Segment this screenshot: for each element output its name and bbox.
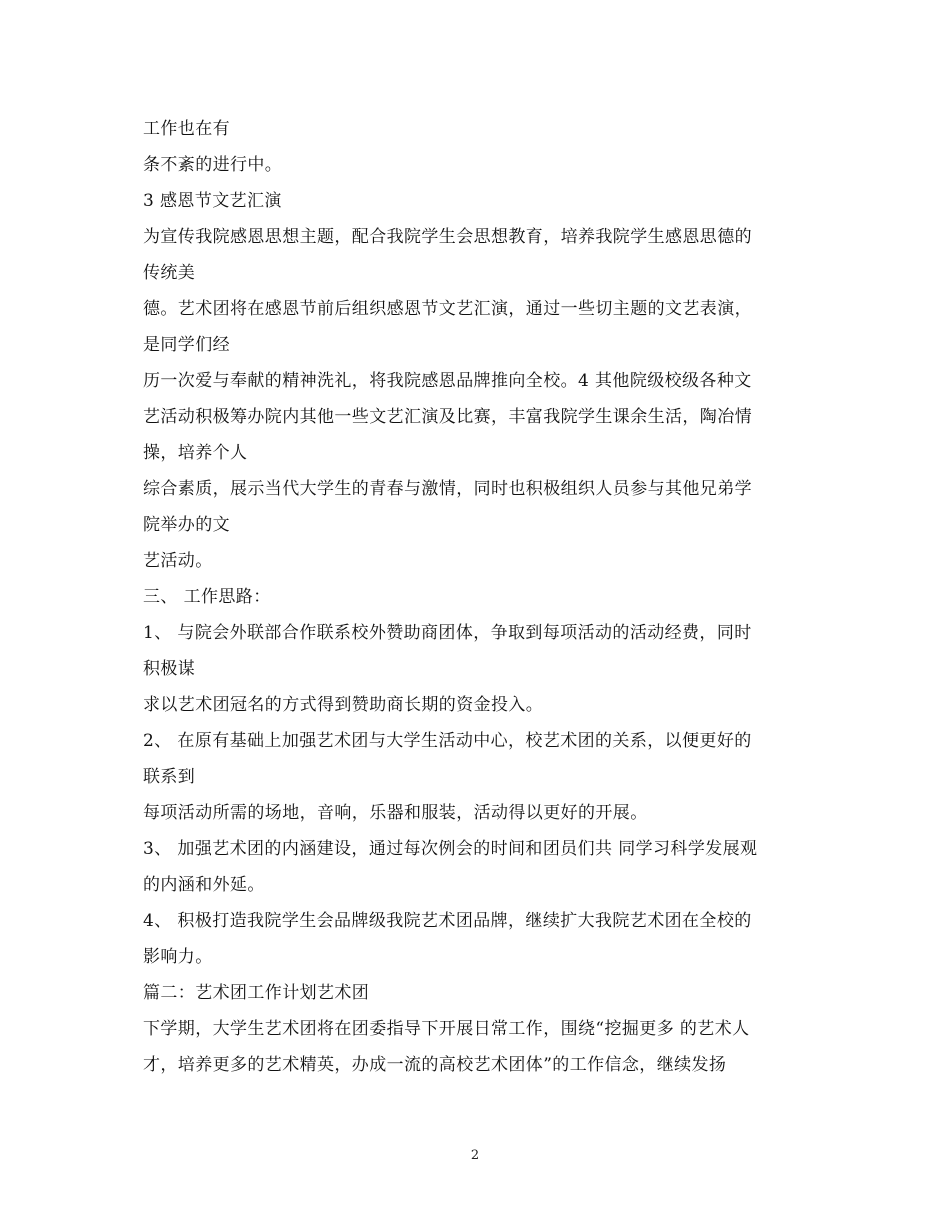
list-item: 2、 在原有基础上加强艺术团与大学生活动中心，校艺术团的关系，以便更好的 (143, 731, 752, 751)
list-item: 1、 与院会外联部合作联系校外赞助商团体，争取到每项活动的活动经费，同时 (143, 623, 752, 643)
text-line: 求以艺术团冠名的方式得到赞助商长期的资金投入。 (143, 695, 544, 715)
text-line: 是同学们经 (143, 335, 230, 355)
text-line: 历一次爱与奉献的精神洗礼，将我院感恩品牌推向全校。4 其他院级校级各种文 (143, 371, 752, 391)
text-line: 才，培养更多的艺术精英，办成一流的高校艺术团体”的工作信念，继续发扬 (143, 1055, 727, 1075)
text-line: 操，培养个人 (143, 443, 248, 463)
text-line: 综合素质，展示当代大学生的青春与激情，同时也积极组织人员参与其他兄弟学 (143, 479, 752, 499)
text-line: 传统美 (143, 263, 196, 283)
list-item: 4、 积极打造我院学生会品牌级我院艺术团品牌，继续扩大我院艺术团在全校的 (143, 911, 752, 931)
text-line: 德。艺术团将在感恩节前后组织感恩节文艺汇演，通过一些切主题的文艺表演， (143, 299, 752, 319)
text-line: 每项活动所需的场地，音响，乐器和服装，活动得以更好的开展。 (143, 803, 648, 823)
page-number: 2 (470, 1148, 480, 1163)
text-line: 联系到 (143, 767, 196, 787)
body-text (143, 116, 843, 1088)
text-line: 条不紊的进行中。 (143, 155, 283, 175)
text-line: 艺活动。 (143, 551, 213, 571)
text-line: 工作也在有 (143, 119, 230, 139)
section-heading: 篇二：艺术团工作计划艺术团 (143, 983, 370, 1003)
section-heading: 3 感恩节文艺汇演 (143, 191, 282, 211)
text-line: 积极谋 (143, 659, 196, 679)
text-line: 院举办的文 (143, 515, 230, 535)
text-line: 影响力。 (143, 947, 213, 967)
section-heading: 三、 工作思路： (143, 587, 271, 607)
text-line: 艺活动积极筹办院内其他一些文艺汇演及比赛，丰富我院学生课余生活，陶冶情 (143, 407, 752, 427)
text-line: 下学期，大学生艺术团将在团委指导下开展日常工作，围绕“挖掘更多 的艺术人 (143, 1019, 750, 1039)
list-item: 3、 加强艺术团的内涵建设，通过每次例会的时间和团员们共 同学习科学发展观 (143, 839, 758, 859)
text-line: 为宣传我院感恩思想主题，配合我院学生会思想教育，培养我院学生感恩思德的 (143, 227, 752, 247)
text-line: 的内涵和外延。 (143, 875, 265, 895)
